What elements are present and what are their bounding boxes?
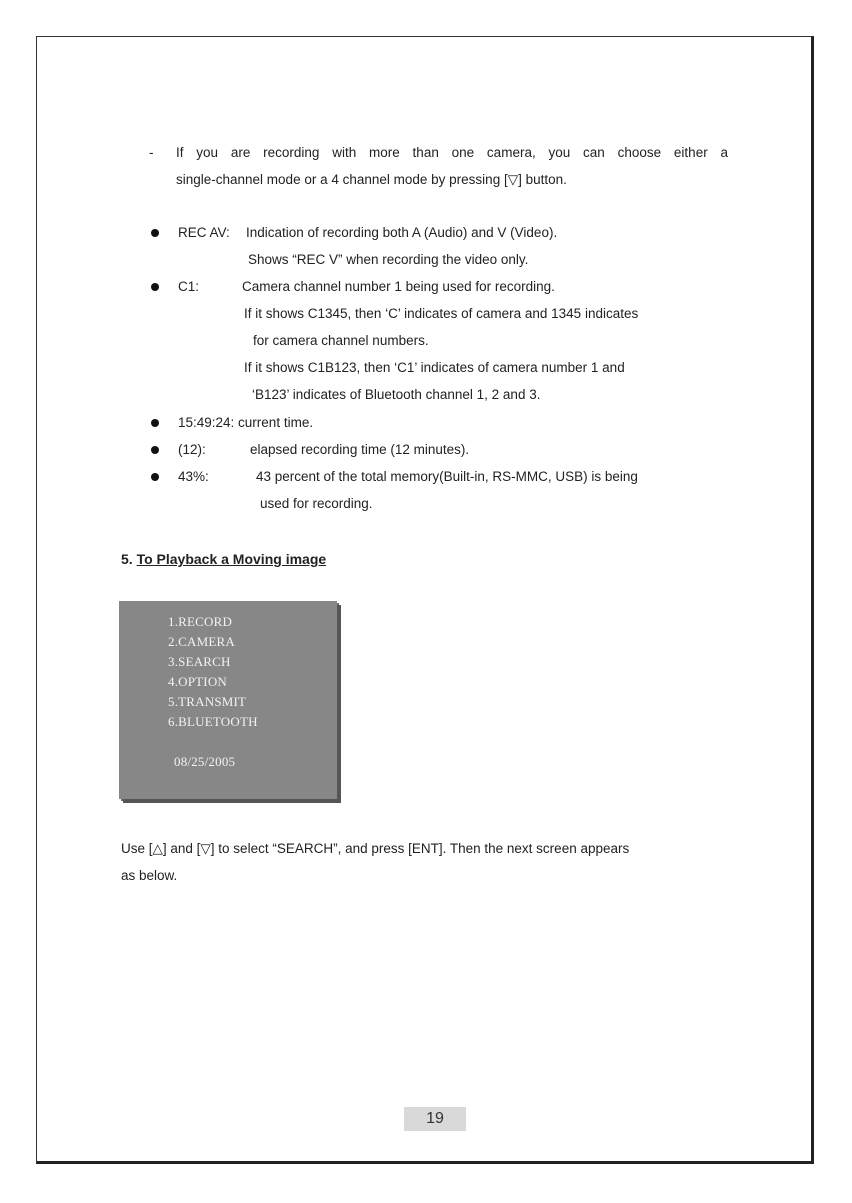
intro-line-1: If you are recording with more than one camera, you can choose either a	[176, 145, 728, 160]
c1-label: C1:	[178, 279, 200, 294]
section-number: 5.	[121, 551, 133, 567]
elapsed-text: elapsed recording time (12 minutes).	[250, 442, 470, 457]
section-title: To Playback a Moving image	[136, 551, 327, 567]
instruction-line-2: as below.	[121, 868, 178, 883]
page-number: 19	[404, 1107, 466, 1131]
intro-line-2: single-channel mode or a 4 channel mode by pressing [▽] button.	[176, 172, 567, 187]
time-text: 15:49:24: current time.	[178, 415, 314, 430]
c1-text-5: ‘B123’ indicates of Bluetooth channel 1, 2 and 3.	[252, 387, 541, 402]
c1-text: Camera channel number 1 being used for recording.	[242, 279, 555, 294]
rec-av-text: Indication of recording both A (Audio) and V (Video).	[246, 225, 558, 240]
page-border	[36, 36, 814, 1164]
rec-av-text-2: Shows “REC V” when recording the video only.	[248, 252, 529, 267]
bullet-icon	[149, 470, 159, 480]
rec-av-label: REC AV:	[178, 225, 230, 240]
bullet-icon	[149, 443, 159, 453]
menu-item-option: 4.OPTION	[168, 674, 228, 689]
bullet-icon	[149, 280, 159, 290]
memory-text: 43 percent of the total memory(Built-in, RS-MMC, USB) is being	[256, 469, 638, 484]
bullet-icon	[149, 226, 159, 236]
intro-dash: -	[149, 145, 154, 160]
c1-text-3: for camera channel numbers.	[253, 333, 429, 348]
menu-item-search: 3.SEARCH	[168, 654, 231, 669]
bullet-icon	[149, 416, 159, 426]
elapsed-label: (12):	[178, 442, 206, 457]
menu-item-bluetooth: 6.BLUETOOTH	[168, 714, 258, 729]
menu-item-transmit: 5.TRANSMIT	[168, 694, 247, 709]
device-menu-screen	[119, 601, 337, 799]
menu-date: 08/25/2005	[174, 754, 236, 769]
instruction-line-1: Use [△] and [▽] to select “SEARCH”, and press [ENT]. Then the next screen appears	[121, 841, 630, 856]
menu-item-record: 1.RECORD	[168, 614, 233, 629]
section-heading	[121, 551, 326, 567]
memory-label: 43%:	[178, 469, 209, 484]
menu-item-camera: 2.CAMERA	[168, 634, 235, 649]
c1-text-2: If it shows C1345, then ‘C’ indicates of camera and 1345 indicates	[244, 306, 639, 321]
c1-text-4: If it shows C1B123, then ‘C1’ indicates of camera number 1 and	[244, 360, 625, 375]
memory-text-2: used for recording.	[260, 496, 373, 511]
